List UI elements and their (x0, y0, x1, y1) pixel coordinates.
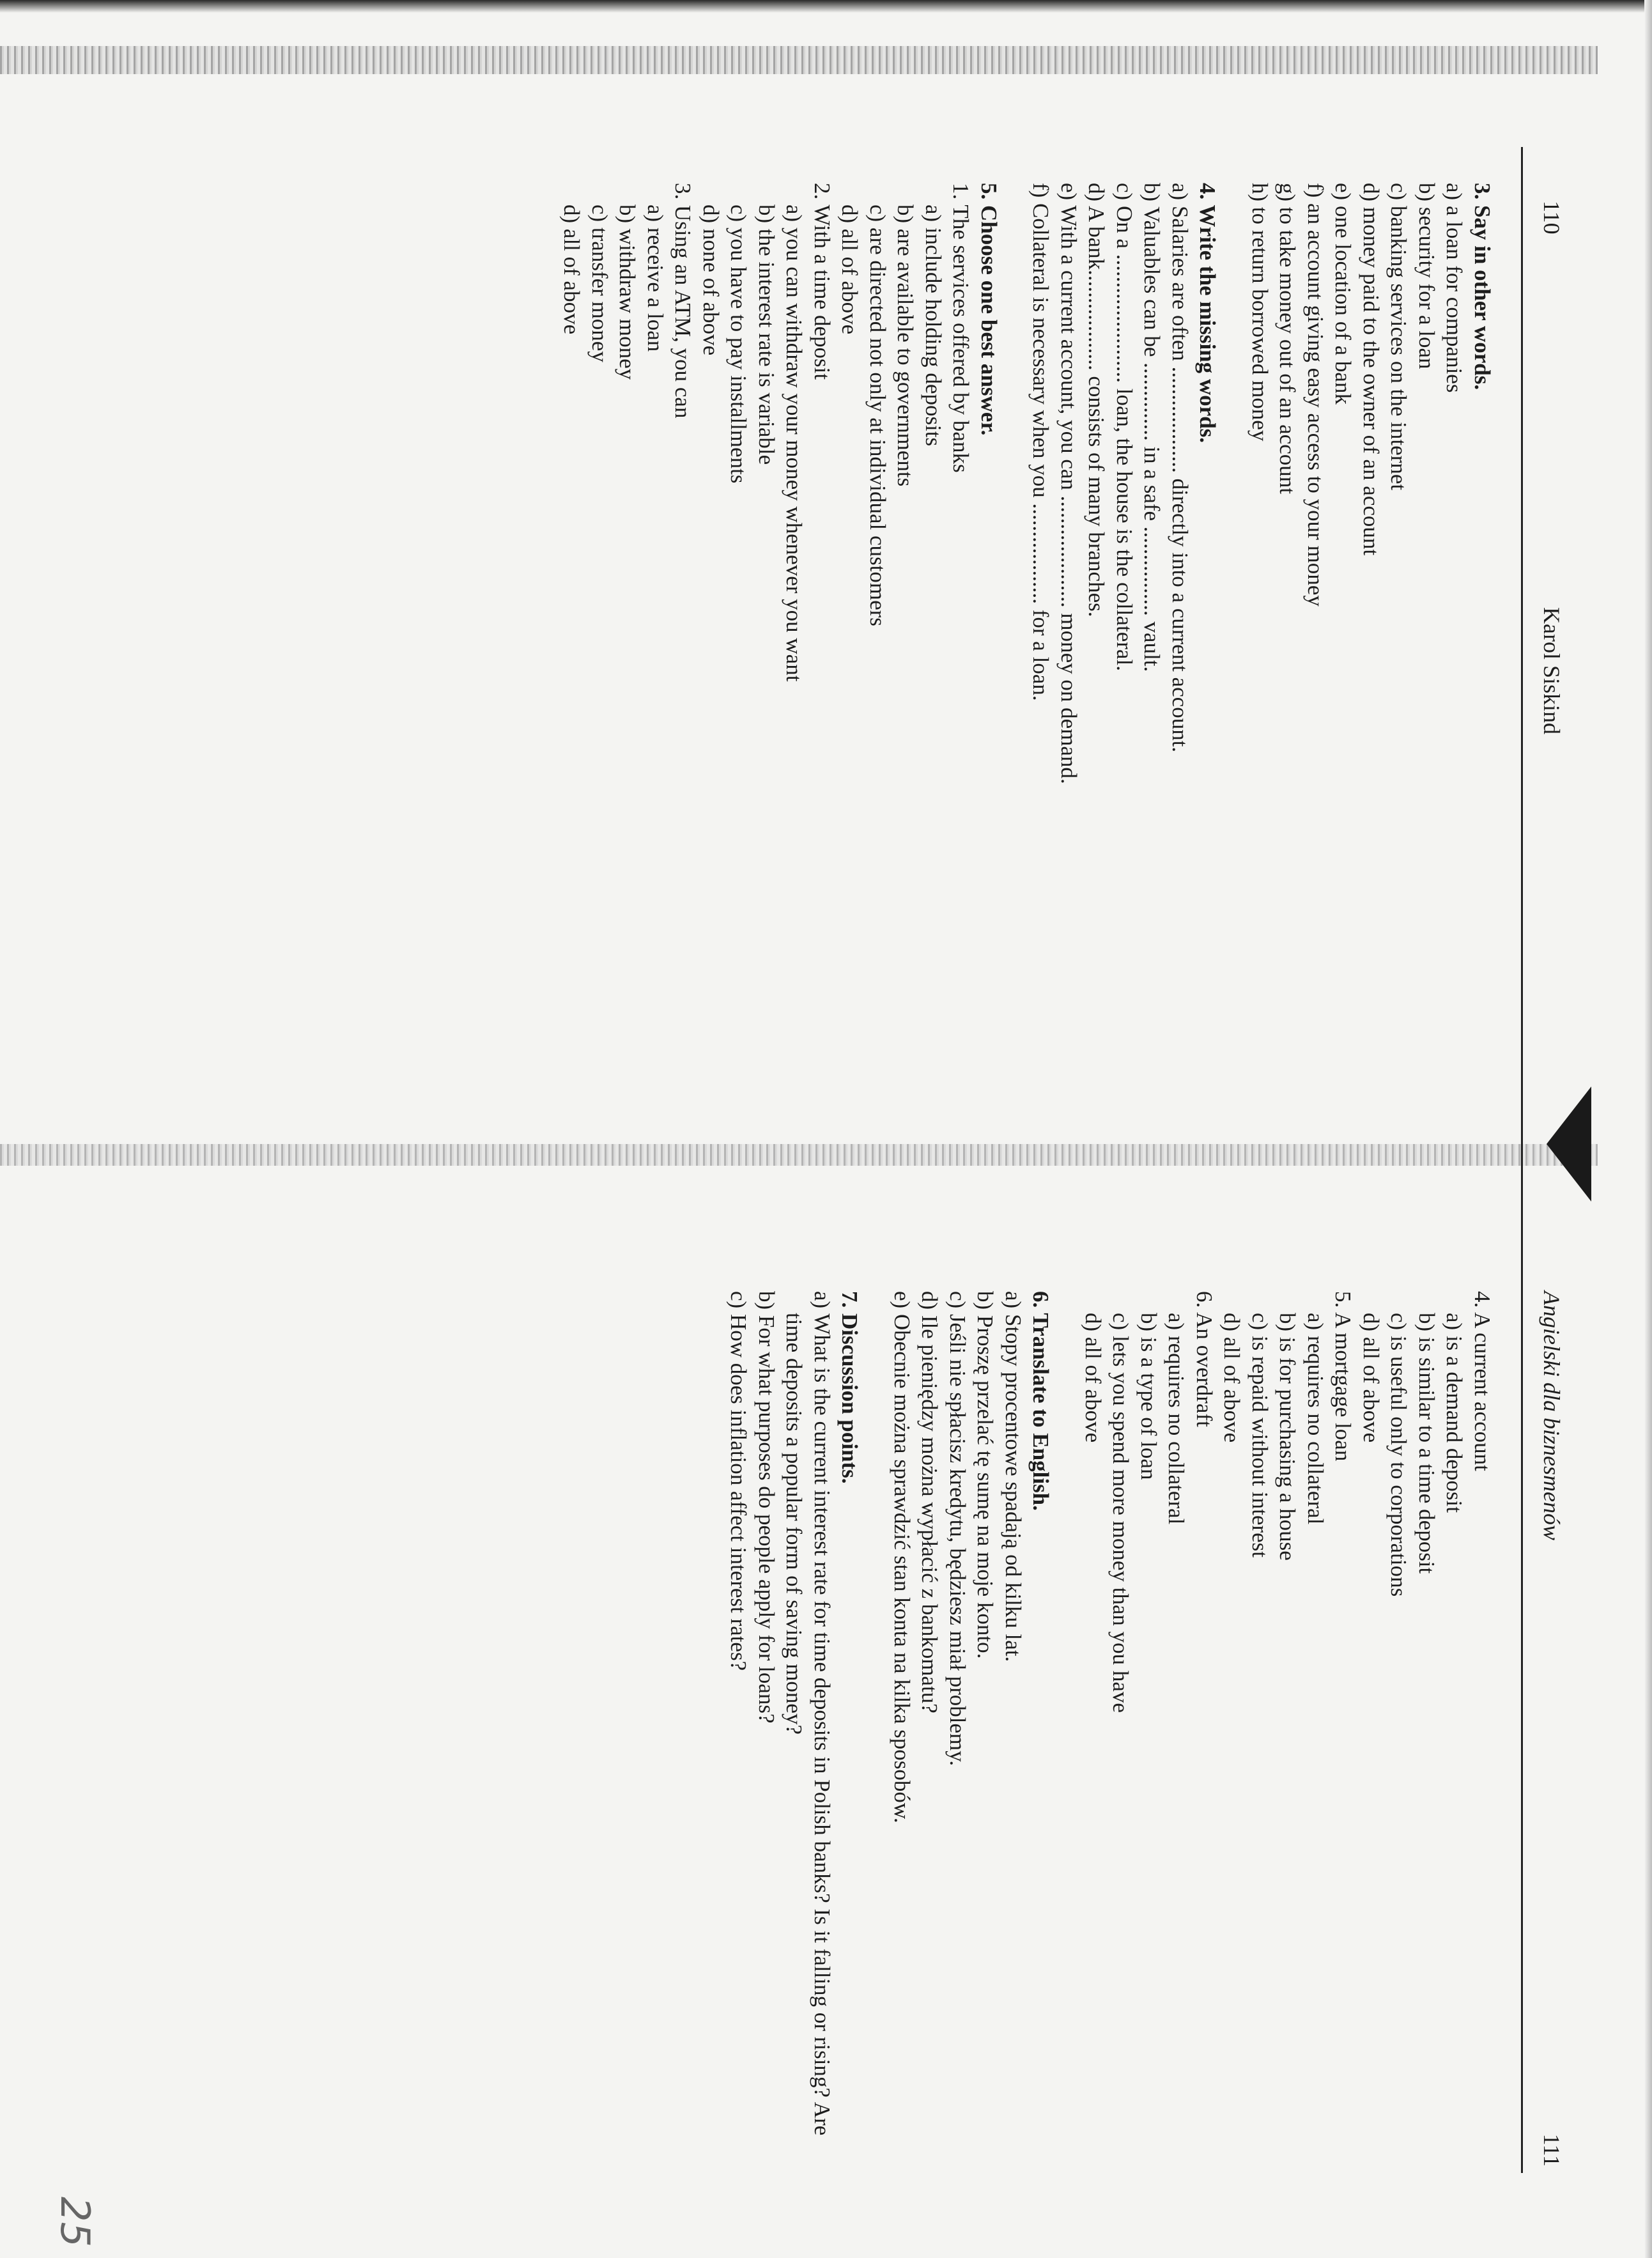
list-item: e) Obecnie można sprawdzić stan konta na kilka sposobów. (890, 1291, 915, 1823)
answer-option: c) transfer money (587, 205, 612, 362)
answer-option: d) none of above (699, 205, 723, 356)
author-running-head: Karol Siskind (1539, 607, 1564, 735)
exercise-title: 4. Write the missing words. (1195, 183, 1221, 444)
handwritten-note: 25 (51, 2197, 98, 2247)
book-running-head: Angielski dla biznesmenów (1539, 1291, 1564, 1540)
exercise-7 (725, 1291, 864, 2167)
answer-option: b) is similar to a time deposit (1414, 1313, 1439, 1574)
page-number: 110 (1539, 201, 1564, 235)
list-item: d) money paid to the owner of an account (1359, 183, 1384, 556)
list-item: d) A bank.................. consists of many branches. (1084, 183, 1109, 617)
answer-option: d) all of above (1081, 1313, 1106, 1443)
answer-option: c) are directed not only at individual customers (865, 205, 890, 626)
question: 5. A mortgage loan (1331, 1291, 1356, 1462)
list-item: e) one location of a bank (1331, 183, 1356, 405)
exercise-title: 6. Translate to English. (1028, 1291, 1054, 1511)
list-item: a) What is the current interest rate for time deposits in Polish banks? Is it falling or rising? Are time deposits a popular form of saving money? (782, 1291, 835, 2136)
exercise-3 (1246, 183, 1497, 1291)
answer-option: d) all of above (837, 205, 863, 335)
answer-option: a) requires no collateral (1164, 1313, 1189, 1525)
list-item: a) Salaries are often ................... directly into a current account. (1168, 183, 1193, 753)
list-item: b) Proszę przelać tę sumę na moje konto. (973, 1291, 998, 1659)
list-item: e) With a current account, you can .................... money on demand. (1056, 183, 1081, 784)
answer-option: a) is a demand deposit (1442, 1313, 1467, 1513)
exercise-5 (558, 183, 1003, 1291)
left-page-content (534, 183, 1496, 1291)
list-item: b) For what purposes do people apply for loans? (754, 1291, 779, 1724)
question: 2. With a time deposit (810, 183, 835, 380)
list-item: a) a loan for companies (1442, 183, 1467, 393)
exercise-title: 5. Choose one best answer. (977, 183, 1001, 436)
answer-option: d) all of above (1359, 1313, 1384, 1443)
answer-option: b) withdraw money (615, 205, 640, 380)
answer-option: d) all of above (559, 205, 585, 335)
answer-option: c) lets you spend more money than you have (1108, 1313, 1134, 1713)
list-item: c) How does inflation affect interest rates? (726, 1291, 752, 1671)
list-item: b) Valuables can be .............. in a safe ................ vault. (1139, 183, 1165, 672)
answer-option: d) all of above (1219, 1313, 1245, 1443)
answer-option: a) include holding deposits (921, 205, 946, 447)
left-page-header (1521, 147, 1568, 1297)
answer-option: a) receive a loan (643, 205, 668, 352)
list-item: f) an account giving easy access to your money (1303, 183, 1328, 607)
question: 6. An overdraft (1192, 1291, 1217, 1427)
exercise-title: 3. Say in other words. (1470, 183, 1495, 391)
exercise-4 (1027, 183, 1222, 1291)
right-page-content (700, 1291, 1496, 2167)
exercise-6 (888, 1291, 1055, 2167)
list-item: h) to return borrowed money (1247, 183, 1272, 442)
question: 3. Using an ATM, you can (670, 183, 696, 419)
left-page (0, 147, 1652, 1297)
page-number: 111 (1539, 2133, 1564, 2167)
list-item: c) On a ....................... loan, the house is the collateral. (1112, 183, 1137, 671)
answer-option: a) requires no collateral (1303, 1313, 1328, 1525)
list-item: f) Collateral is necessary when you .................. for a loan. (1028, 183, 1054, 701)
answer-option: c) you have to pay installments (726, 205, 752, 484)
answer-option: c) is repaid without interest (1247, 1313, 1272, 1558)
list-item: c) Jeśli nie spłacisz kredytu, będziesz miał problemy. (945, 1291, 970, 1767)
question: 1. The services offered by banks (948, 183, 974, 473)
answer-option: b) are available to governments (893, 205, 918, 487)
list-item: b) security for a loan (1414, 183, 1439, 369)
list-item: c) banking services on the internet (1386, 183, 1412, 491)
answer-option: a) you can withdraw your money whenever you want (782, 205, 807, 682)
list-item: d) Ile pieniędzy można wypłacić z bankomatu? (917, 1291, 943, 1713)
exercise-title: 7. Discussion points. (837, 1291, 863, 1484)
exercise-5-continued (1079, 1291, 1497, 2167)
question: 4. A current account (1470, 1291, 1495, 1471)
list-item: a) Stopy procentowe spadają od kilku lat. (1001, 1291, 1026, 1662)
right-page-header (1521, 1291, 1568, 2173)
answer-option: c) is useful only to corporations (1386, 1313, 1412, 1597)
answer-option: b) is for purchasing a house (1275, 1313, 1301, 1561)
right-page (0, 1291, 1652, 2173)
answer-option: b) is a type of loan (1136, 1313, 1161, 1480)
list-item: g) to take money out of an account (1275, 183, 1301, 494)
answer-option: b) the interest rate is variable (754, 205, 779, 465)
